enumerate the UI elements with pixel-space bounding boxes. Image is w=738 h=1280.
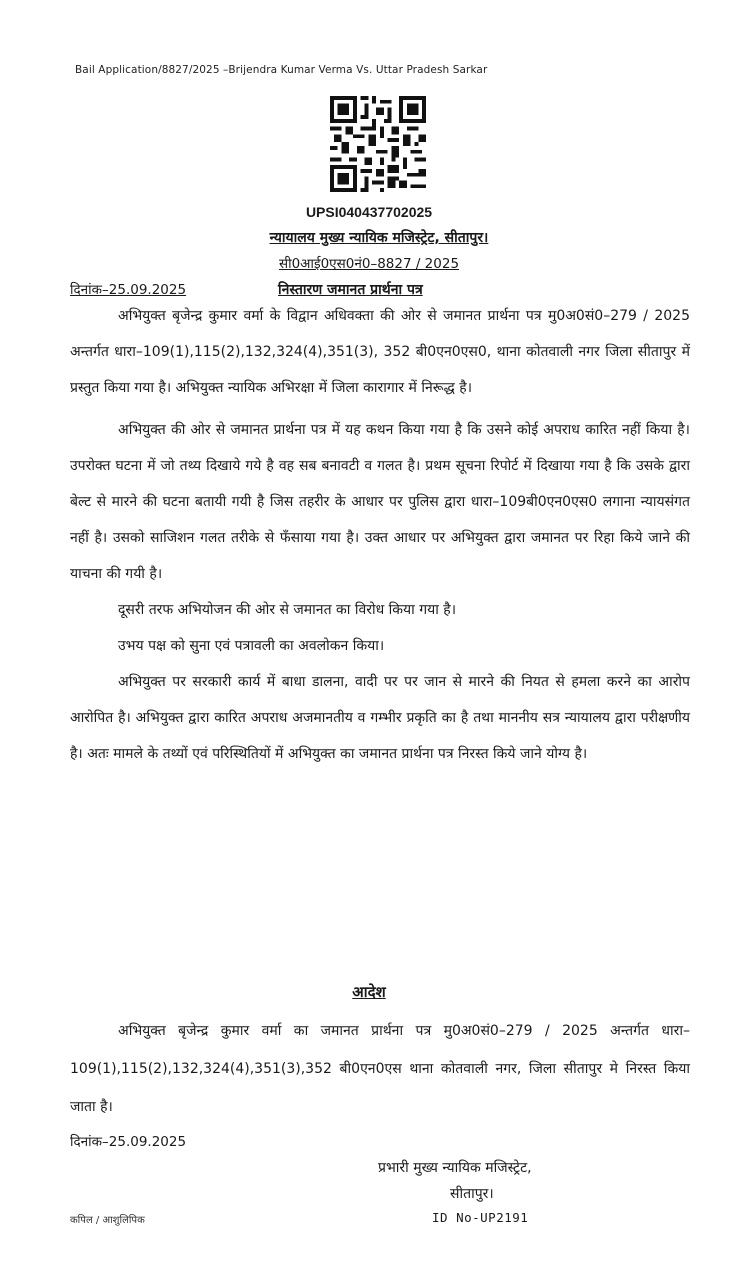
- case-reference: Bail Application/8827/2025 –Brijendra Kumar Verma Vs. Uttar Pradesh Sarkar: [75, 64, 488, 76]
- order-date-bottom: दिनांक–25.09.2025: [70, 1134, 187, 1150]
- paragraph-prosecution: दूसरी तरफ अभियोजन की ओर से जमानत का विरोध किया गया है।: [118, 602, 457, 618]
- order-paragraph: अभियुक्त बृजेन्द्र कुमार वर्मा का जमानत प्रार्थना पत्र मु0अ0सं0–279 / 2025 अन्तर्गत धारा–109(1),115(2),132,324(4),351(3),352 बी0एन0एस थाना कोतवाली नगर, जिला सीतापुर मे निरस्त किया जाता है।: [70, 1023, 690, 1115]
- paragraph-application: अभियुक्त बृजेन्द्र कुमार वर्मा के विद्वान अधिवक्ता की ओर से जमानत प्रार्थना पत्र मु0अ0सं0–279 / 2025 अन्तर्गत धारा–109(1),115(2),132,324(4),351(3), 352 बी0एन0एस0, थाना कोतवाली नगर जिला सीतापुर में प्रस्तुत किया गया है। अभियुक्त न्यायिक अभिरक्षा में जिला कारागार में निरूद्ध है।: [70, 308, 690, 396]
- document-unique-id: UPSI040437702025: [305, 204, 433, 220]
- document-title: निस्तारण जमानत प्रार्थना पत्र: [278, 282, 423, 298]
- paragraph-hearing: उभय पक्ष को सुना एवं पत्रावली का अवलोकन किया।: [118, 638, 385, 654]
- paragraph-finding: अभियुक्त पर सरकारी कार्य में बाधा डालना, वादी पर पर जान से मारने की नियत से हमला करने का आरोप आरोपित है। अभियुक्त द्वारा कारित अपराध अजमानतीय व गम्भीर प्रकृति का है तथा माननीय सत्र न्यायालय द्वारा परीक्षणीय है। अतः मामले के तथ्यों एवं परिस्थितियों में अभियुक्त का जमानत प्रार्थना पत्र निरस्त किये जाने योग्य है।: [70, 674, 690, 762]
- typist-credit: कपिल / आशुलिपिक: [70, 1215, 145, 1226]
- case-number: सी0आई0एस0नं0–8827 / 2025: [278, 256, 460, 272]
- signatory-title: प्रभारी मुख्य न्यायिक मजिस्ट्रेट,: [378, 1160, 532, 1176]
- signatory-place: सीतापुर।: [450, 1186, 494, 1202]
- signatory-id: ID No-UP2191: [432, 1210, 529, 1225]
- order-body: [70, 298, 690, 772]
- court-name: न्यायालय मुख्य न्यायिक मजिस्ट्रेट, सीतापुर।: [269, 230, 489, 246]
- paragraph-accused-claim: अभियुक्त की ओर से जमानत प्रार्थना पत्र में यह कथन किया गया है कि उसने कोई अपराध कारित नहीं किया है। उपरोक्त घटना में जो तथ्य दिखाये गये है वह सब बनावटी व गलत है। प्रथम सूचना रिपोर्ट में दिखाया गया है कि उसके द्वारा बेल्ट से मारने की घटना बतायी गयी है जिस तहरीर के आधार पर पुलिस द्वारा धारा–109बी0एन0एस0 लगाना न्यायसंगत नहीं है। उसको साजिशन गलत तरीके से फँसाया गया है। उक्त आधार पर अभियुक्त द्वारा जमानत पर रिहा किये जाने की याचना की गयी है।: [70, 422, 690, 582]
- order-heading: आदेश: [352, 983, 386, 1001]
- order-text: [70, 1012, 690, 1126]
- order-date: दिनांक–25.09.2025: [70, 282, 187, 298]
- qr-code: [330, 96, 426, 192]
